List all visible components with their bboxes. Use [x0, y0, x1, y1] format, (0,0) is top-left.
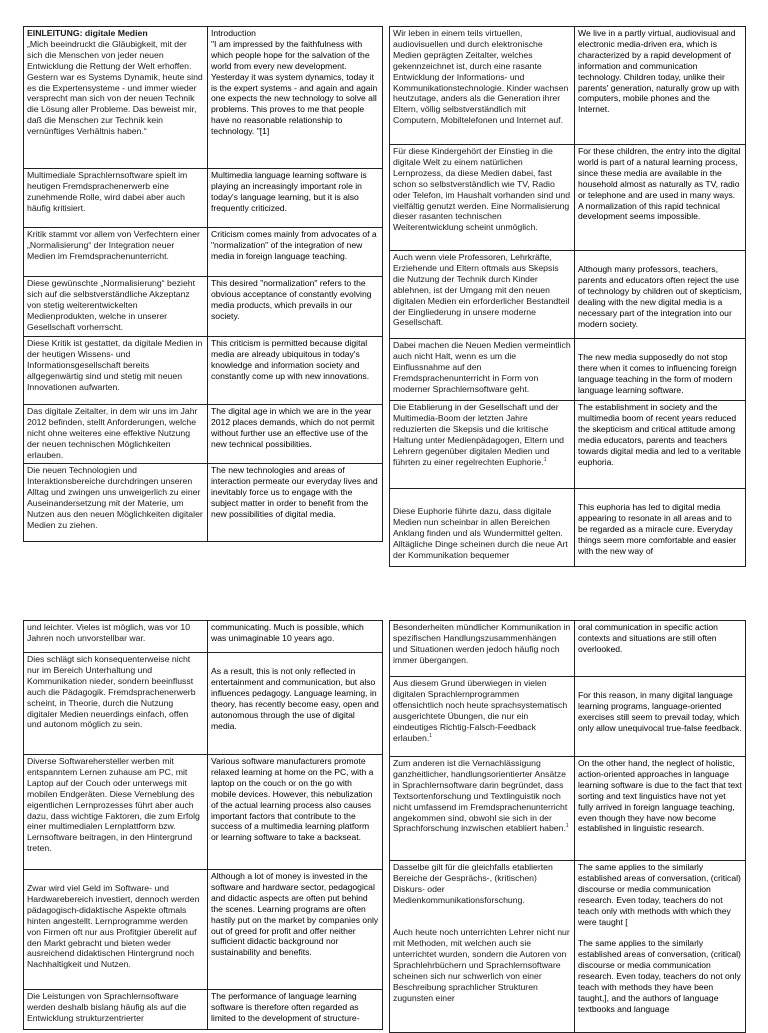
english-cell: Although a lot of money is invested in the software and hardware sector, pedagogical and didactic aspects are often put behind the scenes. Learning programs are often hastily put on the market by companies only out of greed for profit and offer neither sufficient didactic background nor sustainability and benefits.: [208, 870, 383, 990]
english-cell: The new technologies and areas of interaction permeate our everyday lives and inevitably force us to engage with the subject matter in order to benefit from the new possibilities of digital media.: [208, 464, 383, 542]
german-cell: Die Leistungen von Sprachlernsoftware werden deshalb bislang häufig als auf die Entwicklung strukturzentrierter: [24, 990, 208, 1030]
english-cell: [575, 489, 746, 567]
english-cell: communicating. Much is possible, which was unimaginable 10 years ago.: [208, 621, 383, 653]
german-text: Zum anderen ist die Vernachlässigung ganzheitlicher, handlungsorientierter Ansätze in Sprachlernsoftware darin begründet, dass Textsortenforschung und Textlinguistik noch nicht umfassend im Fremdsprachenunterricht angekommen sind, obwohl sie sich in der Sprachforschung inzwischen etabliert haben.: [393, 758, 568, 834]
english-cell: oral communication in specific action contexts and situations are still often overlooked.: [575, 621, 746, 677]
german-cell: und leichter. Vieles ist möglich, was vor 10 Jahren noch unvorstellbar war.: [24, 621, 208, 653]
english-cell: [575, 677, 746, 757]
german-cell: Multimediale Sprachlernsoftware spielt im heutigen Fremdsprachenerwerb eine zunehmende Rolle, wird dabei aber auch häufig kritisiert.: [24, 169, 208, 228]
english-cell: This criticism is permitted because digital media are already ubiquitous in today's knowledge and information society and constantly come up with new innovations.: [208, 337, 383, 405]
german-cell: Dasselbe gilt für die gleichfalls etablierten Bereiche der Gesprächs-, (kritischen) Diskurs- oder Medienkommunikationsforschung. Auch heute noch unterrichten Lehrer nicht nur mit Methoden, mit welchen auch sie unterrichtet wurden, sondern die Autoren von Sprachlehrbüchern und Sprachlernsoftware scheinen sich nur schwerlich von einer Beschreibung sprachlicher Strukturen zugunsten einer: [390, 861, 575, 1033]
english-text: For this reason, in many digital language learning programs, language-oriented exercises still seem to prevail today, which only allow unequivocal true-false feedback.: [578, 690, 742, 733]
german-cell: [390, 677, 575, 757]
footnote-marker: 1: [565, 823, 569, 830]
footnote-marker: 1: [429, 732, 433, 739]
german-cell: Kritik stammt vor allem von Verfechtern einer „Normalisierung“ der Integration neuer Medien im Fremdsprachenunterricht.: [24, 228, 208, 277]
german-cell: [24, 870, 208, 990]
english-cell: [575, 251, 746, 339]
english-cell: Criticism comes mainly from advocates of a "normalization" of the integration of new media in foreign language teaching.: [208, 228, 383, 277]
german-text: Aus diesem Grund überwiegen in vielen digitalen Sprachlernprogrammen offensichtlich noch heute sprachsystematisch ausgerichtete Übungen, die nur ein eindeutiges Richtig-Falsch-Feedback erlauben.: [393, 678, 568, 743]
english-cell: Various software manufacturers promote relaxed learning at home on the PC, with a laptop on the couch or on the go with mobile devices. However, this nebulization of the actual learning process also causes important factors that contribute to the success of a multimedia learning platform or learning software to take a backseat.: [208, 755, 383, 870]
german-cell: [390, 757, 575, 861]
german-text: Die Etablierung in der Gesellschaft und der Multimedia-Boom der letzten Jahre reduzierten die Skepsis und die kritische Haltung unter Medienpädagogen, Eltern und Lehrern gegenüber digitalen Medien und führten zu einer regelrechten Euphorie.: [393, 402, 564, 467]
german-cell: Diverse Softwarehersteller werben mit entspanntem Lernen zuhause am PC, mit Laptop auf der Couch oder unterwegs mit mobilen Endgeräten. Diese Verneblung des eigentlichen Lernprozesses führt aber auch dazu, dass wichtige Faktoren, die zum Erfolg einer multimedialen Lernplattform bzw. Lernsoftware beitragen, in den Hintergrund treten.: [24, 755, 208, 870]
footnote-marker: 1: [543, 456, 547, 463]
heading: Introduction: [211, 28, 256, 38]
german-cell: Diese gewünschte „Normalisierung“ bezieht sich auf die selbstverständliche Akzeptanz von stetig weiterentwickelten Medienprodukten, welche in unserer Gesellschaft vorherrscht.: [24, 277, 208, 337]
german-cell: [390, 489, 575, 567]
english-cell: [208, 27, 383, 169]
english-cell: The establishment in society and the multimedia boom of recent years reduced the skepticism and critical attitude among media educators, parents and teachers towards digital media and led to a veritable euphoria.: [575, 401, 746, 489]
german-cell: [24, 27, 208, 169]
english-cell: For these children, the entry into the digital world is part of a natural learning process, since these media are available in the household almost as naturally as TV, radio or telephone and are used in many ways. A normalization of this rapid technical development seems impossible.: [575, 145, 746, 251]
english-text: As a result, this is not only reflected in entertainment and communication, but also influences pedagogy. Language learning, in theory, has recently become easy, open and autonomous through the use of digital media.: [211, 666, 379, 731]
german-cell: Wir leben in einem teils virtuellen, audiovisuellen und durch elektronische Medien geprägten Zeitalter, welches gekennzeichnet ist, durch eine rasante Entwicklung der Informations- und Kommunikationstechnologie. Kinder wachsen heutzutage, anders als die Generation ihrer Eltern, völlig selbstverständlich mit Computern, Mobiltelefonen und Internet auf.: [390, 27, 575, 145]
german-cell: Diese Kritik ist gestattet, da digitale Medien in der heutigen Wissens- und Informationsgesellschaft bereits allgegenwärtig sind und stetig mit neuen Innovationen aufwarten.: [24, 337, 208, 405]
page1-right-table: [389, 26, 745, 567]
english-cell: On the other hand, the neglect of holistic, action-oriented approaches in language learning software is due to the fact that text sorting and text linguistics have not yet fully arrived in foreign language teaching, even though they have now become established in linguistic research.: [575, 757, 746, 861]
page2-left-table: [23, 620, 382, 1030]
english-cell: [208, 653, 383, 755]
german-cell: Besonderheiten mündlicher Kommunikation in spezifischen Handlungszusammenhängen und Situationen werden jedoch häufig noch immer übergangen.: [390, 621, 575, 677]
english-cell: [575, 339, 746, 401]
english-cell: The same applies to the similarly established areas of conversation, (critical) discourse or media communication research. Even today, teachers do not teach only with methods with which they were taught [ The same applies to the similarly established areas of conversation, (critical) discourse or media communication research. Even today, teachers do not only teach with methods they have been taught,], and the authors of language textbooks and language: [575, 861, 746, 1033]
german-text: Zwar wird viel Geld im Software- und Hardwarebereich investiert, dennoch werden pädagogisch-didaktische Aspekte oftmals hinten angestellt. Lernprogramme werden von Firmen oft nur aus Profitgier überelit auf den Markt gebracht und bieten weder ausreichend didaktischen Hintergrund noch Nachhaltigkeit und Nutzen.: [27, 883, 200, 970]
german-cell: Das digitale Zeitalter, in dem wir uns im Jahr 2012 befinden, stellt Anforderungen, welche nicht ohne weiteres eine effektive Nutzung der neuen technischen Möglichkeiten erlauben.: [24, 405, 208, 464]
german-cell: Auch wenn viele Professoren, Lehrkräfte, Erziehende und Eltern oftmals aus Skepsis die Nutzung der Technik durch Kinder ablehnen, ist der Umgang mit den neuen digitalen Medien ein erforderlicher Bestandteil der Eingliederung in unsere moderne Gesellschaft.: [390, 251, 575, 339]
english-cell: Multimedia language learning software is playing an increasingly important role in today's language learning, but it is also frequently criticized.: [208, 169, 383, 228]
english-cell: We live in a partly virtual, audiovisual and electronic media-driven era, which is characterized by a rapid development of information and communication technology. Children today, unlike their parents' generation, naturally grow up with computers, mobile phones and the Internet.: [575, 27, 746, 145]
english-cell: This desired "normalization" refers to the obvious acceptance of constantly evolving media products, which prevails in our society.: [208, 277, 383, 337]
english-text: This euphoria has led to digital media appearing to resonate in all areas and to be regarded as a miracle cure. Everyday things seem more comfortable and easier with the new way of: [578, 502, 737, 556]
heading: EINLEITUNG: digitale Medien: [27, 28, 148, 38]
english-text: Although many professors, teachers, parents and educators often reject the use of technology by children out of skepticism, dealing with the new digital media is a necessary part of the integration into our modern society.: [578, 264, 742, 329]
german-cell: Dabei machen die Neuen Medien vermeintlich auch nicht Halt, wenn es um die Einflussnahme auf den Fremdsprachenunterricht in Form von moderner Sprachlernsoftware geht.: [390, 339, 575, 401]
page2-right-table: [389, 620, 745, 1033]
german-cell: Für diese Kindergehört der Einstieg in die digitale Welt zu einem natürlichen Lernprozess, da diese Medien dabei, fast schon so selbstverständlich wie TV, Radio oder Telefon, im Haushalt vorhanden sind und vielfältig genutzt werden. Eine Normalisierung dieser rasanten technischen Weiterentwicklung scheint unmöglich.: [390, 145, 575, 251]
german-cell: Die neuen Technologien und Interaktionsbereiche durchdringen unseren Alltag und zwingen uns unweigerlich zu einer Auseinandersetzung mit der Materie, um Nutzen aus den neuen Möglichkeiten digitaler Medien zu ziehen.: [24, 464, 208, 542]
page1-left-table: [23, 26, 382, 542]
german-text: Diese Euphorie führte dazu, dass digitale Medien nun scheinbar in allen Bereichen Anklang finden und als Wundermittel gelten. Alltägliche Dinge scheinen durch die neue Art der Kommunikation bequemer: [393, 506, 568, 560]
english-cell: The digital age in which we are in the year 2012 places demands, which do not permit without further use an effective use of the new technical possibilities.: [208, 405, 383, 464]
quote-text: "I am impressed by the faithfulness with which people hope for the salvation of the world from every new development. Yesterday it was system dynamics, today it is the expert systems - and again and again one expects the new technology to solve all problems. This proves to me that people have no reasonable relationship to technology. "[1]: [211, 38, 378, 137]
german-cell: Dies schlägt sich konsequenterweise nicht nur im Bereich Unterhaltung und Kommunikation nieder, sondern beeinflusst auch die Pädagogik. Fremdsprachenerwerb scheint, in Theorie, durch die Nutzung digitaler Medien neuerdings einfach, offen und autonom möglich zu sein.: [24, 653, 208, 755]
german-cell: [390, 401, 575, 489]
english-text: The new media supposedly do not stop there when it comes to influencing foreign language teaching in the form of modern language learning software.: [578, 352, 737, 395]
english-cell: The performance of language learning software is therefore often regarded as limited to the development of structure-: [208, 990, 383, 1030]
quote-text: „Mich beeindruckt die Gläubigkeit, mit der sich die Menschen von jeder neuen Entwicklung die Rettung der Welt erhoffen. Gestern war es Systems Dynamik, heute sind es die Expertensysteme - und immer wieder versprecht man sich von der neuen Technik die Lösung aller Probleme. Das beweist mir, daß die Menschen zur Technik kein vernünftiges Verhältnis haben.“: [27, 38, 203, 137]
